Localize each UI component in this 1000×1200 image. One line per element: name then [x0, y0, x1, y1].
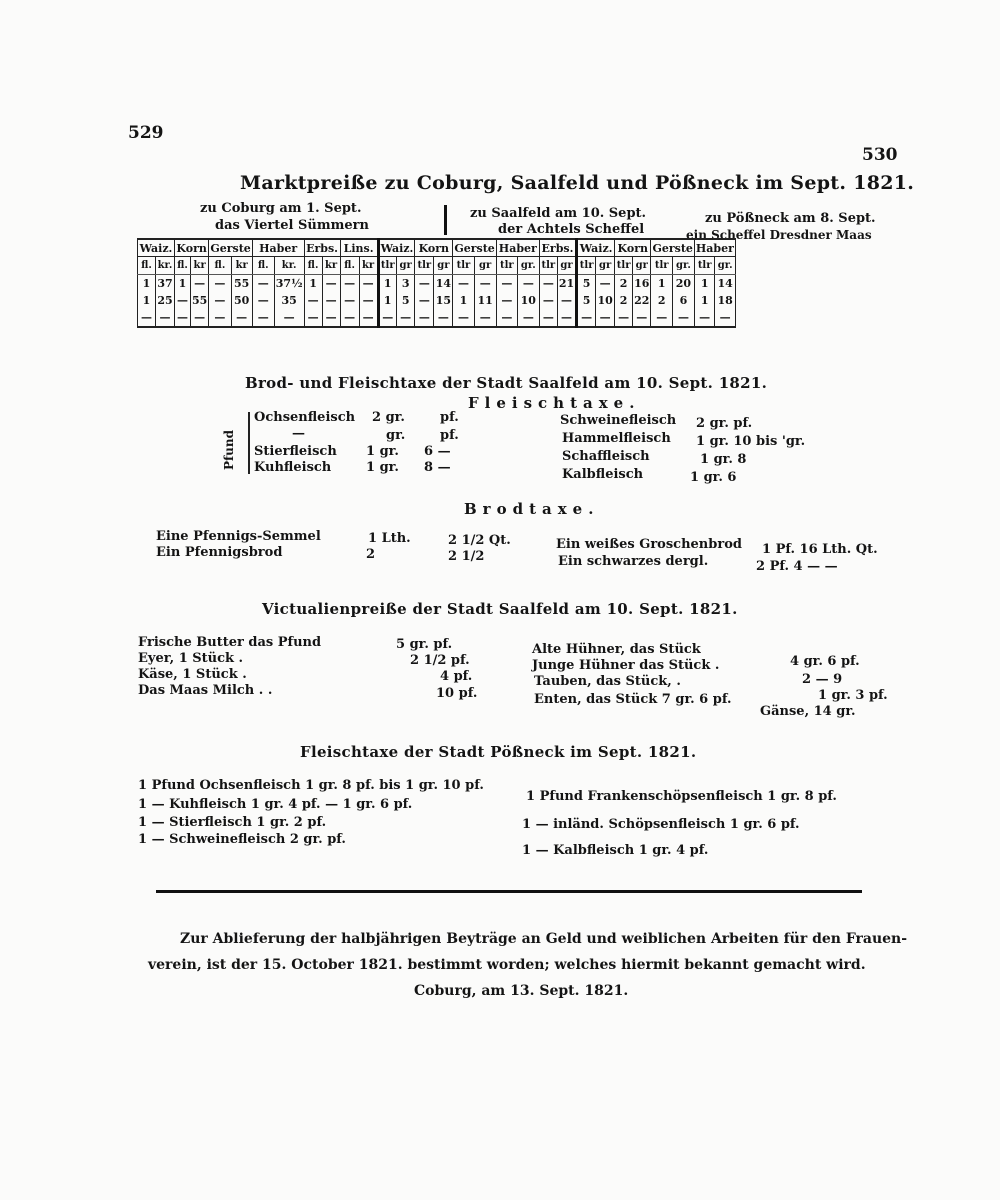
food-price: 10 pf.	[436, 686, 478, 701]
food-name: Junge Hühner das Stück .	[532, 658, 720, 673]
price-cell: 2	[651, 292, 673, 309]
meat-name: Kuhfleisch	[254, 460, 332, 475]
price-cell: —	[517, 275, 539, 293]
table-header-row	[138, 239, 736, 257]
bread-weight: 2 Pf. 4 — —	[756, 559, 838, 574]
food-name: Tauben, das Stück, .	[534, 674, 681, 689]
meat-price: 1 gr.	[366, 444, 399, 459]
poessneck-line: 1 — Stierfleisch 1 gr. 2 pf.	[138, 815, 327, 830]
price-cell: 14	[434, 275, 453, 293]
unit-cell: tlr	[496, 257, 517, 275]
saalfeld-header-unit: der Achtels Scheffel	[498, 222, 645, 237]
coburg-header-date: zu Coburg am 1. Sept.	[200, 201, 362, 216]
price-cell: —	[557, 292, 576, 309]
meat-price: 1 gr. 10 bis 'gr.	[696, 434, 806, 449]
unit-cell: fl.	[340, 257, 359, 275]
price-cell: 1	[138, 275, 156, 293]
price-cell: 37½	[274, 275, 304, 293]
meat-name: Hammelfleisch	[562, 431, 671, 446]
meat-price: 2 gr.	[372, 410, 405, 425]
meat-price: 1 gr.	[366, 460, 399, 475]
meat-price: gr.	[386, 428, 406, 443]
unit-cell: fl.	[175, 257, 191, 275]
meat-name: Schweinefleisch	[560, 413, 677, 428]
unit-cell: kr.	[156, 257, 175, 275]
price-cell: 5	[577, 275, 596, 293]
food-price: 4 gr. 6 pf.	[790, 654, 860, 669]
meat-price: 6 —	[424, 444, 451, 459]
poessneck-line: 1 — Kuhfleisch 1 gr. 4 pf. — 1 gr. 6 pf.	[138, 797, 413, 812]
victualien-title: Victualienpreiße der Stadt Saalfeld am 10. Sept. 1821.	[262, 600, 738, 618]
food-name: Eyer, 1 Stück .	[138, 651, 244, 666]
unit-cell: gr	[596, 257, 615, 275]
unit-cell: gr	[633, 257, 651, 275]
column-header: Gerste	[209, 239, 252, 257]
food-price: 1 gr. 3 pf.	[818, 688, 888, 703]
price-cell: 1	[694, 292, 715, 309]
divider-rule	[156, 890, 862, 893]
unit-cell: tlr	[378, 257, 396, 275]
market-price-table	[137, 238, 736, 328]
price-cell: —	[175, 292, 191, 309]
price-cell: 10	[597, 294, 613, 307]
table-row	[138, 292, 736, 309]
unit-cell: fl.	[209, 257, 231, 275]
price-cell: —	[252, 292, 274, 309]
price-cell: —	[415, 275, 434, 293]
unit-cell: kr	[359, 257, 378, 275]
page-number-right: 530	[862, 145, 898, 165]
bread-name: Ein Pfennigsbrod	[156, 545, 283, 560]
price-cell: —	[322, 292, 340, 309]
unit-cell: kr.	[274, 257, 304, 275]
poessneck-header-date: zu Pößneck am 8. Sept.	[705, 211, 876, 226]
market-title: Marktpreiße zu Coburg, Saalfeld und Pößneck im Sept. 1821.	[240, 172, 915, 194]
pfund-brace	[244, 412, 250, 474]
unit-cell: gr	[396, 257, 414, 275]
price-cell: —	[191, 275, 209, 293]
bread-weight: 2	[366, 547, 376, 562]
food-price: Gänse, 14 gr.	[760, 704, 856, 719]
coburg-header-unit: das Viertel Sümmern	[215, 218, 369, 233]
price-cell: —	[474, 275, 496, 293]
notice-signature: Coburg, am 13. Sept. 1821.	[414, 983, 629, 999]
page-number-left: 529	[128, 123, 164, 143]
unit-cell: tlr	[694, 257, 715, 275]
price-cell: —	[496, 292, 517, 309]
unit-cell: gr	[474, 257, 496, 275]
unit-cell: gr.	[672, 257, 694, 275]
unit-cell: gr.	[517, 257, 539, 275]
column-header: Gerste	[651, 239, 694, 257]
price-cell: 37	[156, 275, 175, 293]
price-cell: —	[252, 275, 274, 293]
price-cell: 14	[715, 275, 736, 293]
price-cell: 5	[396, 292, 414, 309]
food-name: Das Maas Milch . .	[138, 683, 273, 698]
group-divider	[444, 205, 447, 235]
price-cell: 11	[474, 292, 496, 309]
food-name: Käse, 1 Stück .	[138, 667, 247, 682]
price-cell: 10	[517, 292, 539, 309]
price-cell: 6	[672, 292, 694, 309]
price-cell: 21	[557, 275, 576, 293]
price-cell: 25	[157, 294, 173, 307]
poessneck-line: 1 — inländ. Schöpsenfleisch 1 gr. 6 pf.	[522, 817, 800, 832]
price-cell: —	[209, 292, 231, 309]
column-header: Korn	[175, 239, 209, 257]
price-cell: —	[340, 275, 359, 293]
price-cell: —	[359, 275, 378, 293]
price-cell: 20	[672, 275, 694, 293]
meat-price: 8 —	[424, 460, 451, 475]
price-cell: 1	[453, 292, 474, 309]
unit-cell: gr.	[715, 257, 736, 275]
column-header: Korn	[615, 239, 651, 257]
price-cell: —	[539, 275, 557, 293]
price-cell: 1	[175, 275, 191, 293]
unit-cell: tlr	[577, 257, 596, 275]
bread-weight: 1 Pf. 16 Lth. Qt.	[762, 542, 878, 557]
poessneck-line: 1 — Kalbfleisch 1 gr. 4 pf.	[522, 843, 709, 858]
column-header: Korn	[415, 239, 453, 257]
bread-name: Eine Pfennigs-Semmel	[156, 529, 321, 544]
column-header: Erbs.	[304, 239, 340, 257]
bread-weight: 2 1/2	[448, 549, 485, 564]
unit-cell: fl.	[304, 257, 322, 275]
meat-name: —	[292, 426, 305, 441]
poessneck-line: 1 Pfund Ochsenfleisch 1 gr. 8 pf. bis 1 gr. 10 pf.	[138, 778, 484, 793]
column-header: Waiz.	[577, 239, 615, 257]
price-cell: 1	[304, 275, 322, 293]
notice-line: verein, ist der 15. October 1821. bestimmt worden; welches hiermit bekannt gemacht wird.	[148, 957, 866, 973]
price-cell: —	[496, 275, 517, 293]
unit-cell: fl.	[252, 257, 274, 275]
meat-price: 1 gr. 8	[700, 452, 747, 467]
unit-cell: tlr	[615, 257, 633, 275]
price-cell: 1	[651, 275, 673, 293]
meat-price: pf.	[440, 410, 459, 425]
price-cell: —	[304, 292, 322, 309]
price-cell: —	[539, 292, 557, 309]
price-cell: 16	[633, 275, 651, 293]
table-units-row	[138, 257, 736, 275]
fleischtaxe-heading: Fleischtaxe.	[468, 394, 641, 412]
price-cell: 5	[577, 292, 596, 309]
price-cell: 18	[715, 292, 736, 309]
bread-weight: 2 1/2 Qt.	[448, 533, 511, 548]
column-header: Lins.	[340, 239, 378, 257]
unit-cell: fl.	[138, 257, 156, 275]
meat-price: 2 gr. pf.	[696, 416, 753, 431]
unit-cell: kr	[231, 257, 252, 275]
meat-price: pf.	[440, 428, 459, 443]
poessneck-line: 1 Pfund Frankenschöpsenfleisch 1 gr. 8 pf.	[526, 789, 837, 804]
price-cell: —	[453, 275, 474, 293]
column-header: Waiz.	[378, 239, 415, 257]
price-cell: 55	[231, 275, 252, 293]
meat-price: 1 gr. 6	[690, 470, 737, 485]
meat-name: Kalbfleisch	[562, 467, 644, 482]
price-cell: —	[359, 292, 378, 309]
price-cell: —	[596, 275, 615, 293]
food-name: Frische Butter das Pfund	[138, 635, 322, 650]
unit-cell: gr	[557, 257, 576, 275]
table-row: — — — — — — — — — — — — — — — — — — — — — — — — — — — — — —	[138, 309, 736, 327]
unit-cell: tlr	[539, 257, 557, 275]
price-cell: 1	[138, 292, 156, 309]
price-cell: —	[340, 292, 359, 309]
bread-weight: 1 Lth.	[368, 531, 411, 546]
price-cell: 2	[615, 292, 633, 309]
meat-name: Stierfleisch	[254, 444, 337, 459]
poessneck-taxe-title: Fleischtaxe der Stadt Pößneck im Sept. 1821.	[300, 743, 697, 761]
unit-cell: gr	[434, 257, 453, 275]
notice-line: Zur Ablieferung der halbjährigen Beyträge an Geld und weiblichen Arbeiten für den Frauen-	[180, 931, 908, 947]
price-cell: 1	[694, 275, 715, 293]
column-header: Erbs.	[539, 239, 576, 257]
saalfeld-taxe-title: Brod- und Fleischtaxe der Stadt Saalfeld am 10. Sept. 1821.	[245, 374, 768, 392]
bread-name: Ein schwarzes dergl.	[558, 554, 709, 569]
price-cell: 55	[192, 294, 208, 307]
price-cell: —	[415, 292, 434, 309]
price-cell: —	[209, 275, 231, 293]
food-price: 2 — 9	[802, 672, 843, 687]
food-price: 4 pf.	[440, 669, 473, 684]
column-header: Haber	[496, 239, 539, 257]
unit-cell: kr	[322, 257, 340, 275]
unit-cell: tlr	[651, 257, 673, 275]
column-header: Gerste	[453, 239, 496, 257]
bread-name: Ein weißes Groschenbrod	[556, 537, 742, 552]
price-cell: —	[322, 275, 340, 293]
column-header: Haber	[694, 239, 735, 257]
food-name: Alte Hühner, das Stück	[532, 642, 701, 657]
food-name: Enten, das Stück 7 gr. 6 pf.	[534, 692, 732, 707]
price-cell: 22	[634, 294, 650, 307]
unit-cell: kr	[191, 257, 209, 275]
meat-name: Ochsenfleisch	[254, 410, 356, 425]
poessneck-line: 1 — Schweinefleisch 2 gr. pf.	[138, 832, 346, 847]
table-row	[138, 275, 736, 293]
price-cell: 15	[435, 294, 451, 307]
price-cell: 2	[615, 275, 633, 293]
price-cell: 1	[378, 275, 396, 293]
price-cell: 1	[378, 292, 396, 309]
brodtaxe-heading: Brodtaxe.	[464, 500, 600, 518]
price-cell: 50	[231, 292, 252, 309]
unit-cell: tlr	[415, 257, 434, 275]
saalfeld-header-date: zu Saalfeld am 10. Sept.	[470, 206, 647, 221]
price-cell: 3	[396, 275, 414, 293]
food-price: 5 gr. pf.	[396, 637, 453, 652]
meat-name: Schaffleisch	[562, 449, 650, 464]
food-price: 2 1/2 pf.	[410, 653, 470, 668]
column-header: Waiz.	[138, 239, 175, 257]
unit-cell: tlr	[453, 257, 474, 275]
pfund-label: Pfund	[222, 429, 236, 470]
poessneck-header-unit: ein Scheffel Dresdner Maas	[686, 228, 872, 242]
price-cell: 35	[274, 292, 304, 309]
column-header: Haber	[252, 239, 304, 257]
